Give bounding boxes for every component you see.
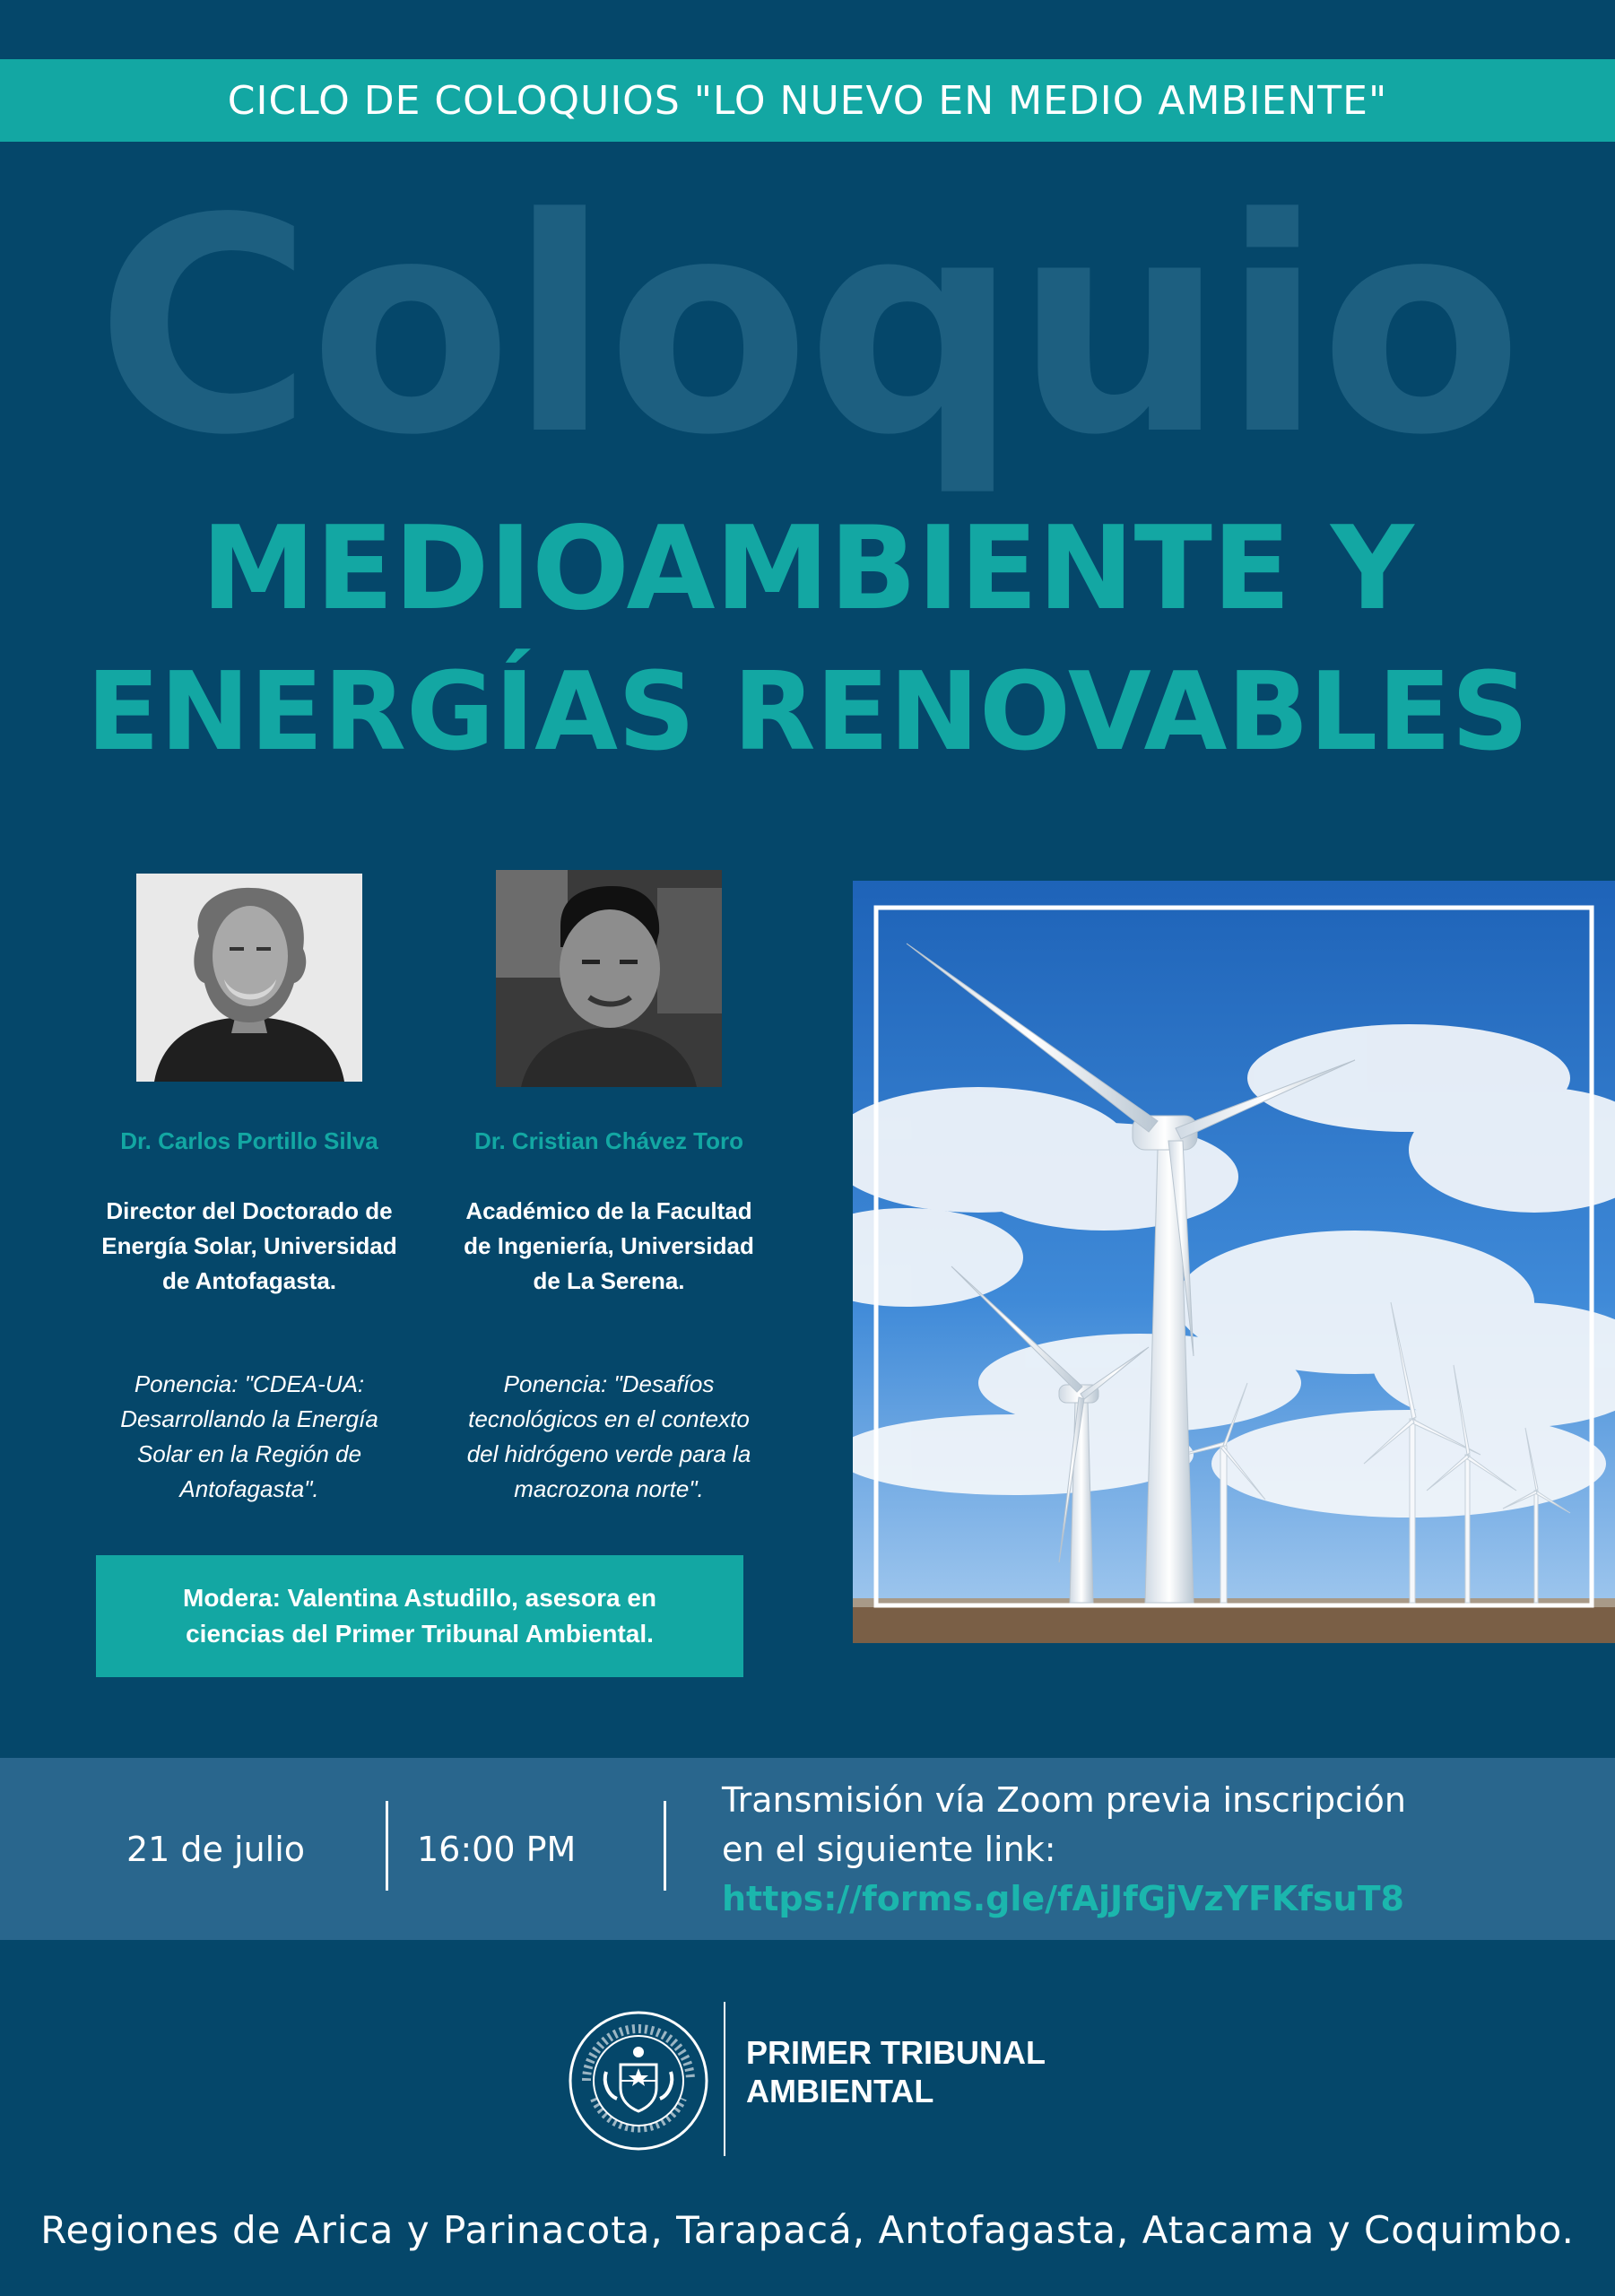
speaker-1-name: Dr. Carlos Portillo Silva — [120, 1127, 378, 1154]
frame-gap — [868, 1238, 882, 1453]
series-title: CICLO DE COLOQUIOS "LO NUEVO EN MEDIO AMBIENTE" — [227, 77, 1388, 124]
divider-2 — [664, 1801, 666, 1891]
event-date: 21 de julio — [126, 1830, 306, 1869]
speaker-1-talk: Ponencia: "CDEA-UA: Desarrollando la Energía Solar en la Región de Antofagasta". — [120, 1370, 378, 1502]
event-title-line1: MEDIOAMBIENTE Y — [201, 502, 1414, 636]
speaker-2-photo — [496, 870, 722, 1087]
wind-turbines-image — [853, 881, 1615, 1643]
tribunal-seal — [567, 2009, 710, 2152]
moderator-text: Modera: Valentina Astudillo, asesora en ciencias del Primer Tribunal Ambiental. — [183, 1584, 656, 1648]
series-banner — [0, 59, 1615, 142]
divider-1 — [386, 1801, 388, 1891]
speaker-1-role: Director del Doctorado de Energía Solar, Universidad de Antofagasta. — [101, 1197, 397, 1294]
moderator-box — [96, 1555, 743, 1677]
regions-footer: Regiones de Arica y Parinacota, Tarapacá, Antofagasta, Atacama y Coquimbo. — [40, 2208, 1575, 2252]
transmission-line1: Transmisión vía Zoom previa inscripción — [722, 1780, 1406, 1820]
event-time: 16:00 PM — [417, 1830, 577, 1869]
org-divider — [724, 2002, 725, 2156]
event-title-line2: ENERGÍAS RENOVABLES — [86, 650, 1529, 775]
watermark-title: Coloquio — [95, 155, 1520, 500]
speaker-2-role: Académico de la Facultad de Ingeniería, Universidad de La Serena. — [464, 1197, 754, 1294]
registration-link[interactable]: https://forms.gle/fAjJfGjVzYFKfsuT8 — [722, 1879, 1404, 1918]
transmission-line2: en el siguiente link: — [722, 1830, 1056, 1869]
organization-name: PRIMER TRIBUNAL AMBIENTAL — [746, 2034, 1046, 2109]
speaker-2-name: Dr. Cristian Chávez Toro — [473, 1127, 744, 1154]
speaker-2-talk: Ponencia: "Desafíos tecnológicos en el contexto del hidrógeno verde para la macrozona norte". — [466, 1370, 751, 1502]
speaker-1-photo — [136, 874, 362, 1082]
